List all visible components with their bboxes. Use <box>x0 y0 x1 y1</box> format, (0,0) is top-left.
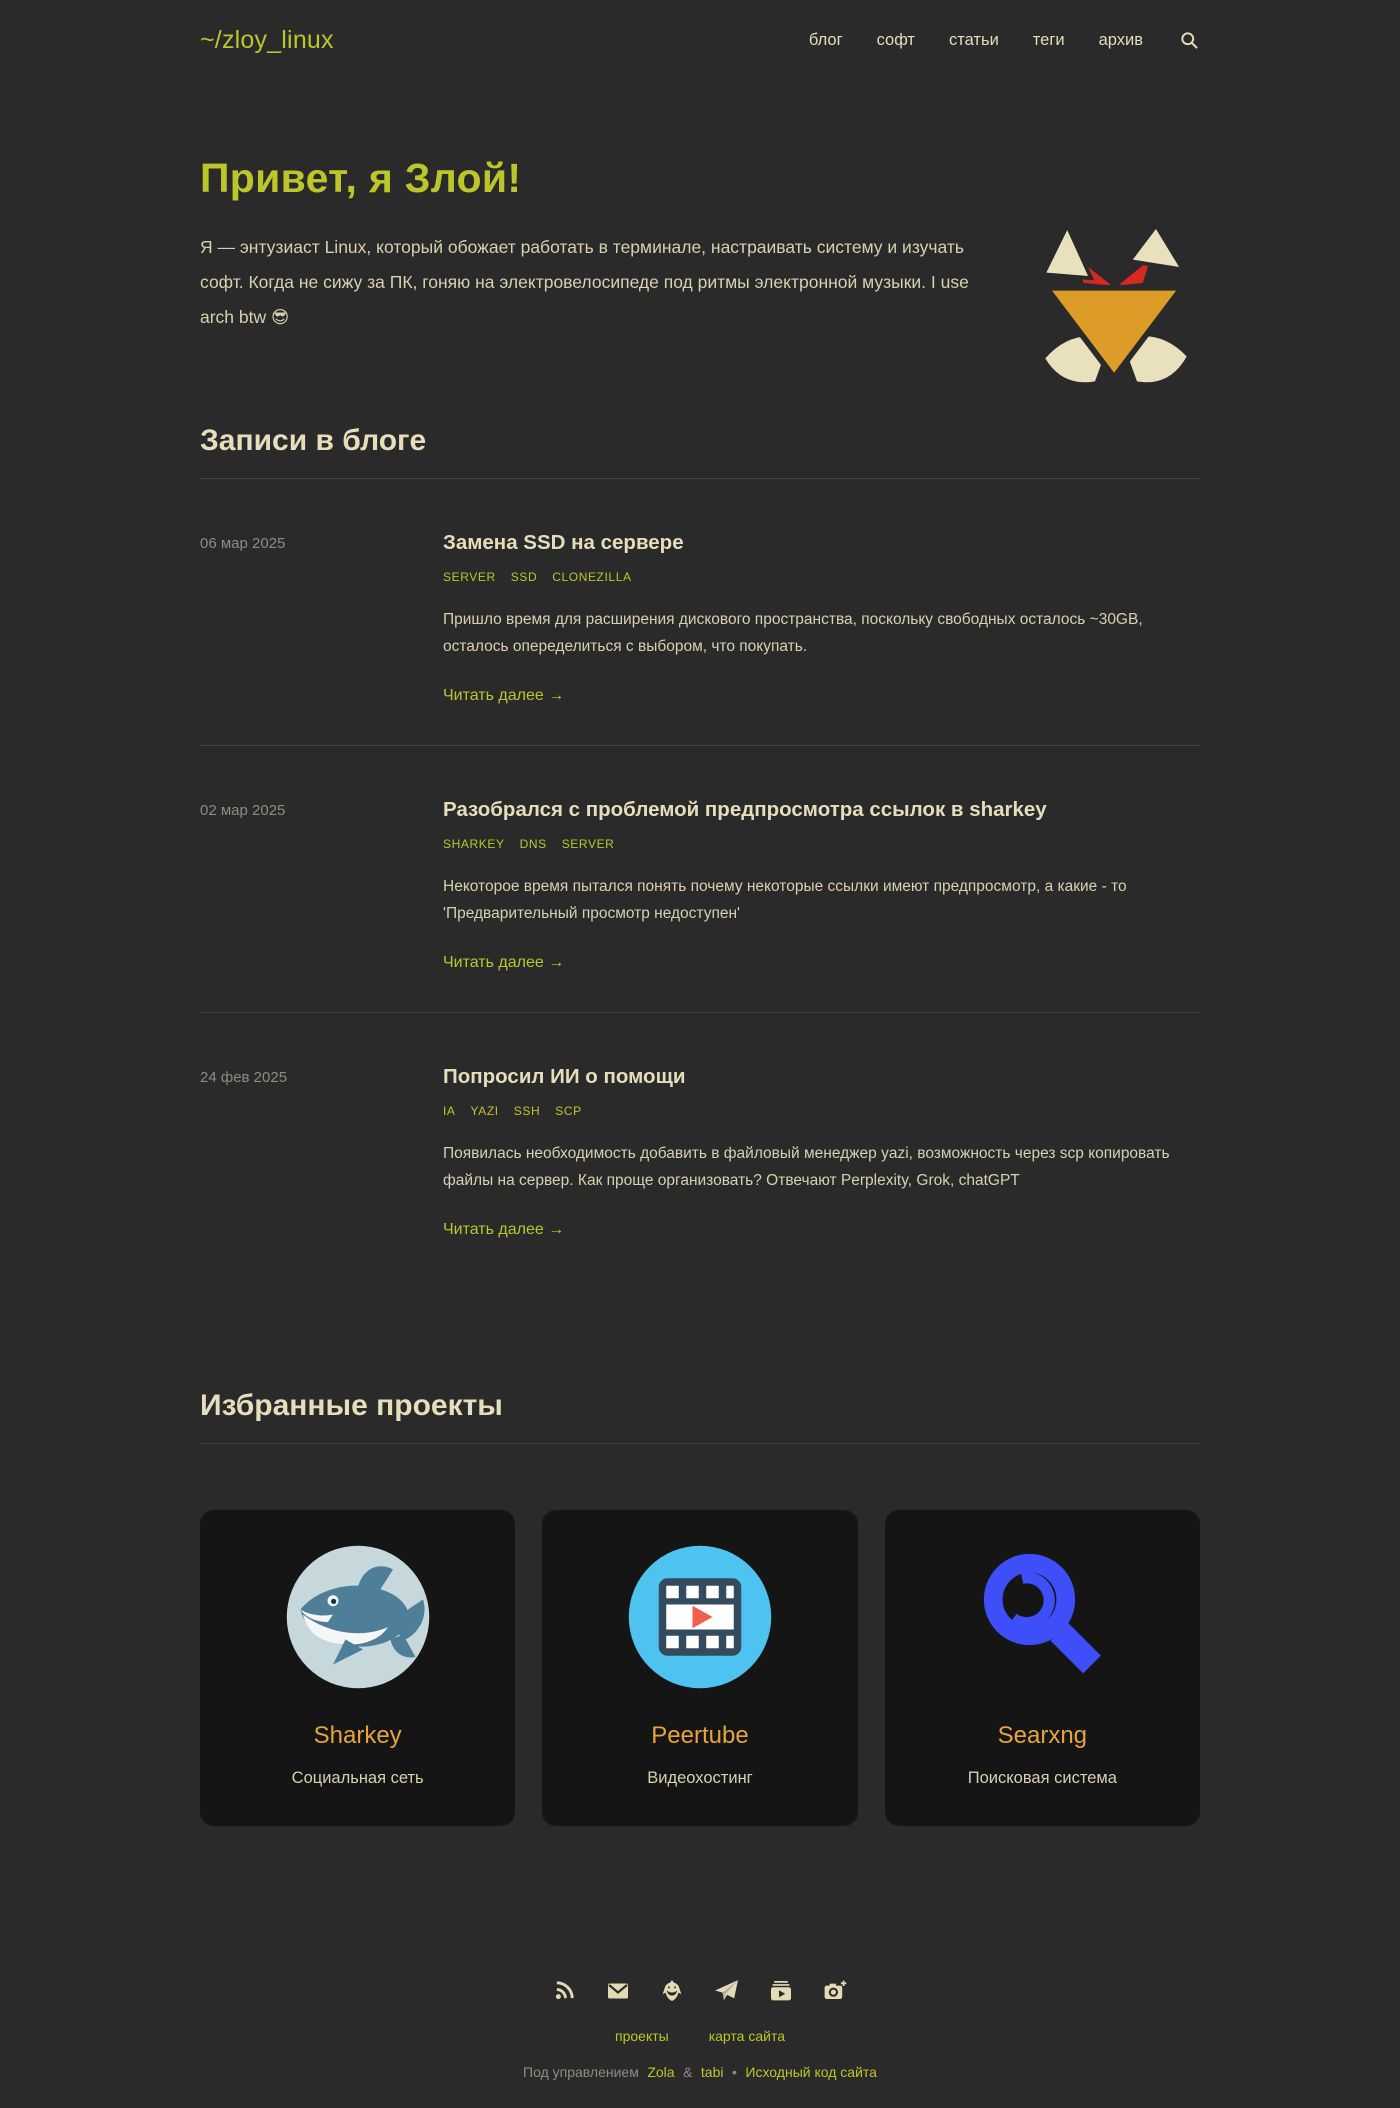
tag-link[interactable]: SERVER <box>561 837 615 851</box>
post-date: 06 мар 2025 <box>200 535 286 552</box>
blog-section <box>200 424 1200 1279</box>
blog-post <box>200 1013 1200 1279</box>
post-title-link[interactable]: Попросил ИИ о помощи <box>443 1065 686 1088</box>
nav-item-blog[interactable]: блог <box>808 31 843 49</box>
site-logo[interactable]: ~/zloy_linux <box>200 26 334 54</box>
telegram-icon <box>714 1978 739 2003</box>
project-name: Peertube <box>651 1722 749 1749</box>
post-title-link[interactable]: Разобрался с проблемой предпросмотра ссылок в sharkey <box>443 798 1047 821</box>
post-date: 02 мар 2025 <box>200 802 286 819</box>
project-card-searxng[interactable] <box>885 1510 1200 1826</box>
post-excerpt: Некоторое время пытался понять почему некоторые ссылки имеют предпросмотр, а какие - то 'Предварительный просмотр недоступен' <box>443 878 1127 922</box>
tag-link[interactable]: IA <box>443 1104 456 1118</box>
tag-link[interactable]: SHARKEY <box>443 837 505 851</box>
camera-plus-icon <box>823 1979 847 2003</box>
tag-link[interactable]: YAZI <box>470 1104 499 1118</box>
source-code-link[interactable]: Исходный код сайта <box>745 2064 877 2080</box>
magnifier-logo-icon <box>967 1542 1117 1692</box>
blog-post <box>200 479 1200 746</box>
magnifier-icon <box>1179 30 1200 51</box>
footer-link-sitemap[interactable]: карта сайта <box>708 2028 785 2044</box>
credits-amp: & <box>683 2064 693 2080</box>
footer-link-projects[interactable]: проекты <box>615 2028 669 2044</box>
social-icons <box>200 1978 1200 2003</box>
search-button[interactable] <box>1179 30 1200 51</box>
project-description: Видеохостинг <box>647 1769 753 1787</box>
post-tags <box>443 1104 1200 1118</box>
post-body <box>443 798 1200 972</box>
post-excerpt: Появилась необходимость добавить в файловый менеджер yazi, возможность через scp копировать файлы на сервер. Как проще организовать? Отвечают Perplexity, Grok, chatGPT <box>443 1145 1170 1189</box>
main-nav <box>809 30 1200 51</box>
peertube-link[interactable] <box>769 1979 793 2003</box>
rss-link[interactable] <box>553 1979 576 2002</box>
footer-links <box>200 2028 1200 2044</box>
project-description: Поисковая система <box>967 1769 1117 1787</box>
zola-link[interactable]: Zola <box>647 2064 675 2080</box>
hero-description: Я — энтузиаст Linux, который обожает работать в терминале, настраивать систему и изучать софт. Когда не сижу за ПК, гоняю на электровелосипеде под ритмы электронной музыки. I use arch btw 😎 <box>200 237 969 327</box>
project-name: Sharkey <box>313 1722 402 1749</box>
telegram-link[interactable] <box>714 1978 739 2003</box>
post-body <box>443 531 1200 705</box>
shark-icon <box>283 1542 433 1692</box>
pixelfed-link[interactable] <box>823 1979 847 2003</box>
post-excerpt: Пришло время для расширения дискового пространства, поскольку свободных осталось ~30GB, осталось опеределиться с выбором, что покупать. <box>443 611 1143 655</box>
blog-heading: Записи в блоге <box>200 424 427 457</box>
credits-prefix: Под управлением <box>523 2064 639 2080</box>
tag-link[interactable]: CLONEZILLA <box>552 570 632 584</box>
post-date: 24 фев 2025 <box>200 1069 288 1086</box>
project-description: Социальная сеть <box>291 1769 424 1787</box>
projects-section <box>200 1389 1200 1826</box>
tabi-link[interactable]: tabi <box>700 2064 724 2080</box>
read-more-link[interactable]: Читать далее → <box>443 954 565 971</box>
sharkey-link[interactable] <box>660 1979 684 2003</box>
site-footer <box>200 1978 1200 2108</box>
rss-icon <box>553 1979 576 2002</box>
credits-bullet: • <box>732 2064 737 2080</box>
email-link[interactable] <box>606 1979 630 2003</box>
angry-fox-logo <box>1032 217 1200 394</box>
sharkey-shark-icon <box>660 1979 684 2003</box>
divider <box>200 1443 1200 1444</box>
peertube-icon <box>769 1979 793 2003</box>
tag-link[interactable]: DNS <box>519 837 547 851</box>
read-more-link[interactable]: Читать далее → <box>443 687 565 704</box>
hero-section <box>200 155 1200 394</box>
project-card-sharkey[interactable] <box>200 1510 515 1826</box>
post-tags <box>443 837 1200 851</box>
tag-link[interactable]: SSH <box>513 1104 541 1118</box>
nav-item-archive[interactable]: архив <box>1098 31 1143 49</box>
hero-title: Привет, я Злой! <box>200 155 522 201</box>
email-icon <box>606 1979 630 2003</box>
nav-item-soft[interactable]: софт <box>876 31 915 49</box>
post-tags <box>443 570 1200 584</box>
blog-post <box>200 746 1200 1013</box>
tag-link[interactable]: SCP <box>555 1104 582 1118</box>
projects-heading: Избранные проекты <box>200 1389 503 1422</box>
footer-credits <box>200 2064 1200 2080</box>
tag-link[interactable]: SERVER <box>443 570 496 584</box>
project-card-peertube[interactable] <box>542 1510 857 1826</box>
site-header <box>200 0 1200 55</box>
hero-text <box>200 155 970 394</box>
post-title-link[interactable]: Замена SSD на сервере <box>443 531 684 554</box>
nav-item-tags[interactable]: теги <box>1032 31 1065 49</box>
nav-item-articles[interactable]: статьи <box>948 31 999 49</box>
read-more-link[interactable]: Читать далее → <box>443 1221 565 1238</box>
filmstrip-icon <box>625 1542 775 1692</box>
tag-link[interactable]: SSD <box>510 570 538 584</box>
project-cards <box>200 1510 1200 1826</box>
post-body <box>443 1065 1200 1239</box>
project-name: Searxng <box>997 1722 1088 1749</box>
